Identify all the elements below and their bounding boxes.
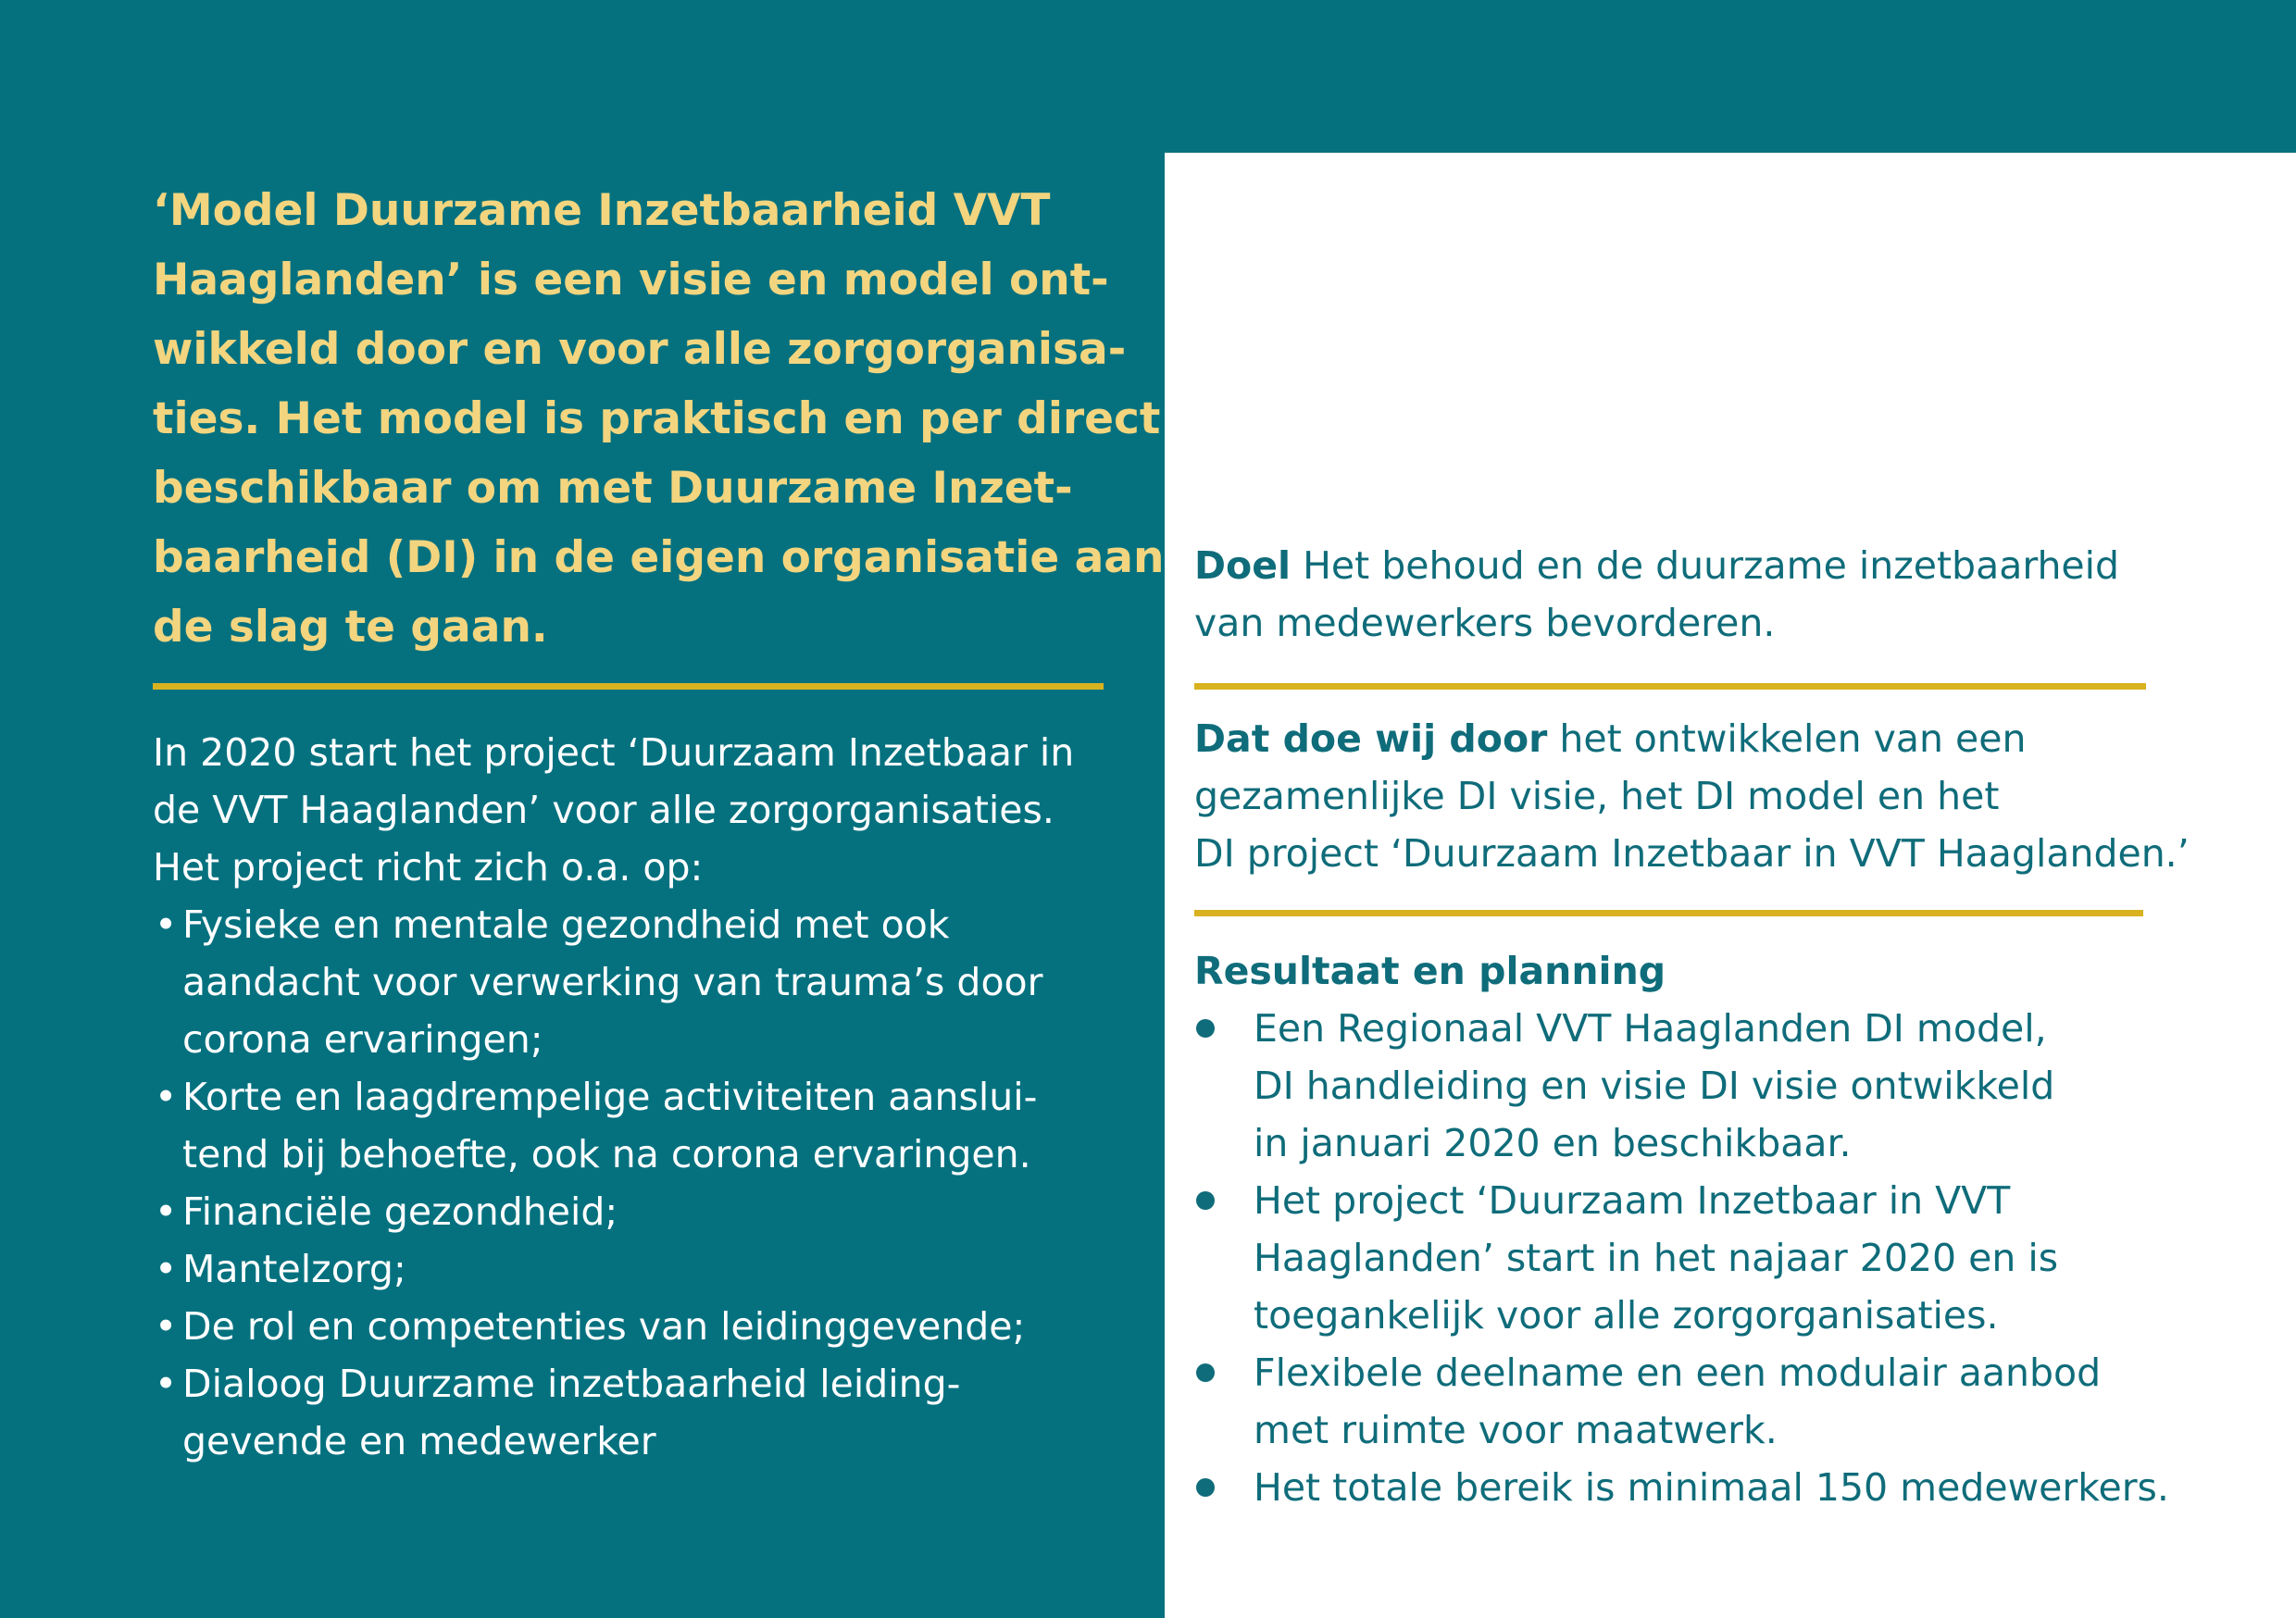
approach-label: Dat doe wij door	[1194, 716, 1548, 761]
list-item-line: tend bij behoefte, ook na corona ervaringen.	[182, 1132, 1031, 1176]
list-item-line: • Financiële gezondheid;	[182, 1189, 618, 1234]
list-item	[153, 1355, 1134, 1470]
list-item	[1194, 1172, 2259, 1344]
list-item	[153, 1240, 1134, 1298]
doel-text-line: van medewerkers bevorderen.	[1194, 601, 1776, 645]
list-item	[153, 896, 1134, 1068]
list-item-line: • Korte en laagdrempelige activiteiten aanslui-	[182, 1075, 1038, 1119]
list-item-line: Een Regionaal VVT Haaglanden DI model,	[1254, 1006, 2047, 1051]
doel-section	[1194, 537, 2259, 652]
intro-statement	[153, 176, 1165, 662]
list-item-line: Het project ‘Duurzaam Inzetbaar in VVT	[1254, 1178, 2011, 1223]
approach-text-line: gezamenlijke DI visie, het DI model en het	[1194, 774, 2000, 818]
divider-right-1	[1194, 683, 2146, 690]
intro-line: baarheid (DI) in de eigen organisatie aan	[153, 532, 1165, 583]
list-item-line: Flexibele deelname en een modulair aanbod	[1254, 1350, 2102, 1395]
intro-line: beschikbaar om met Duurzame Inzet-	[153, 463, 1073, 514]
intro-line: Haaglanden’ is een visie en model ont-	[153, 255, 1109, 305]
bullet-dot-icon	[1196, 1478, 1215, 1497]
doel-text: Het behoud en de duurzame inzetbaarheid	[1291, 543, 2120, 588]
list-item-line: corona ervaringen;	[182, 1017, 543, 1062]
doel-label: Doel	[1194, 543, 1292, 588]
list-item-line: Haaglanden’ start in het najaar 2020 en is	[1254, 1236, 2059, 1280]
list-item-line: DI handleiding en visie DI visie ontwikkeld	[1254, 1064, 2055, 1108]
list-item-line: • Fysieke en mentale gezondheid met ook	[182, 902, 950, 947]
list-item	[1194, 1344, 2259, 1459]
list-item-line: in januari 2020 en beschikbaar.	[1254, 1121, 1852, 1165]
divider-right-2	[1194, 910, 2143, 916]
intro-line: ‘Model Duurzame Inzetbaarheid VVT	[153, 185, 1051, 236]
project-section	[153, 724, 1134, 1470]
intro-line: de slag te gaan.	[153, 602, 548, 653]
results-heading: Resultaat en planning	[1194, 949, 1666, 993]
approach-section	[1194, 710, 2259, 882]
list-item-line: aandacht voor verwerking van trauma’s door	[182, 960, 1043, 1004]
list-item	[1194, 1000, 2259, 1172]
list-item	[153, 1183, 1134, 1240]
project-focus-list	[153, 896, 1134, 1470]
intro-line: ties. Het model is praktisch en per direct	[153, 393, 1161, 444]
list-item-line: • Mantelzorg;	[182, 1247, 406, 1291]
project-intro-line: In 2020 start het project ‘Duurzaam Inzetbaar in	[153, 730, 1075, 775]
bullet-dot-icon	[1196, 1363, 1215, 1382]
project-intro-line: de VVT Haaglanden’ voor alle zorgorganisaties.	[153, 788, 1054, 832]
list-item-line: Het totale bereik is minimaal 150 medewerkers.	[1254, 1465, 2169, 1510]
approach-text: het ontwikkelen van een	[1547, 716, 2027, 761]
list-item-line: toegankelijk voor alle zorgorganisaties.	[1254, 1293, 1999, 1338]
project-intro-line: Het project richt zich o.a. op:	[153, 845, 704, 890]
list-item-line: • De rol en competenties van leidinggevende;	[182, 1304, 1026, 1349]
results-list	[1194, 1000, 2259, 1516]
bullet-dot-icon	[1196, 1019, 1215, 1038]
list-item	[153, 1298, 1134, 1355]
list-item-line: met ruimte voor maatwerk.	[1254, 1408, 1778, 1452]
approach-text-line: DI project ‘Duurzaam Inzetbaar in VVT Haaglanden.’	[1194, 831, 2190, 876]
list-item	[1194, 1459, 2259, 1516]
intro-line: wikkeld door en voor alle zorgorganisa-	[153, 324, 1127, 375]
list-item-line: gevende en medewerker	[182, 1419, 656, 1463]
list-item-line: • Dialoog Duurzame inzetbaarheid leiding-	[182, 1362, 961, 1406]
divider-left	[153, 683, 1104, 690]
results-section	[1194, 942, 2259, 1516]
list-item	[153, 1068, 1134, 1183]
bullet-dot-icon	[1196, 1191, 1215, 1210]
